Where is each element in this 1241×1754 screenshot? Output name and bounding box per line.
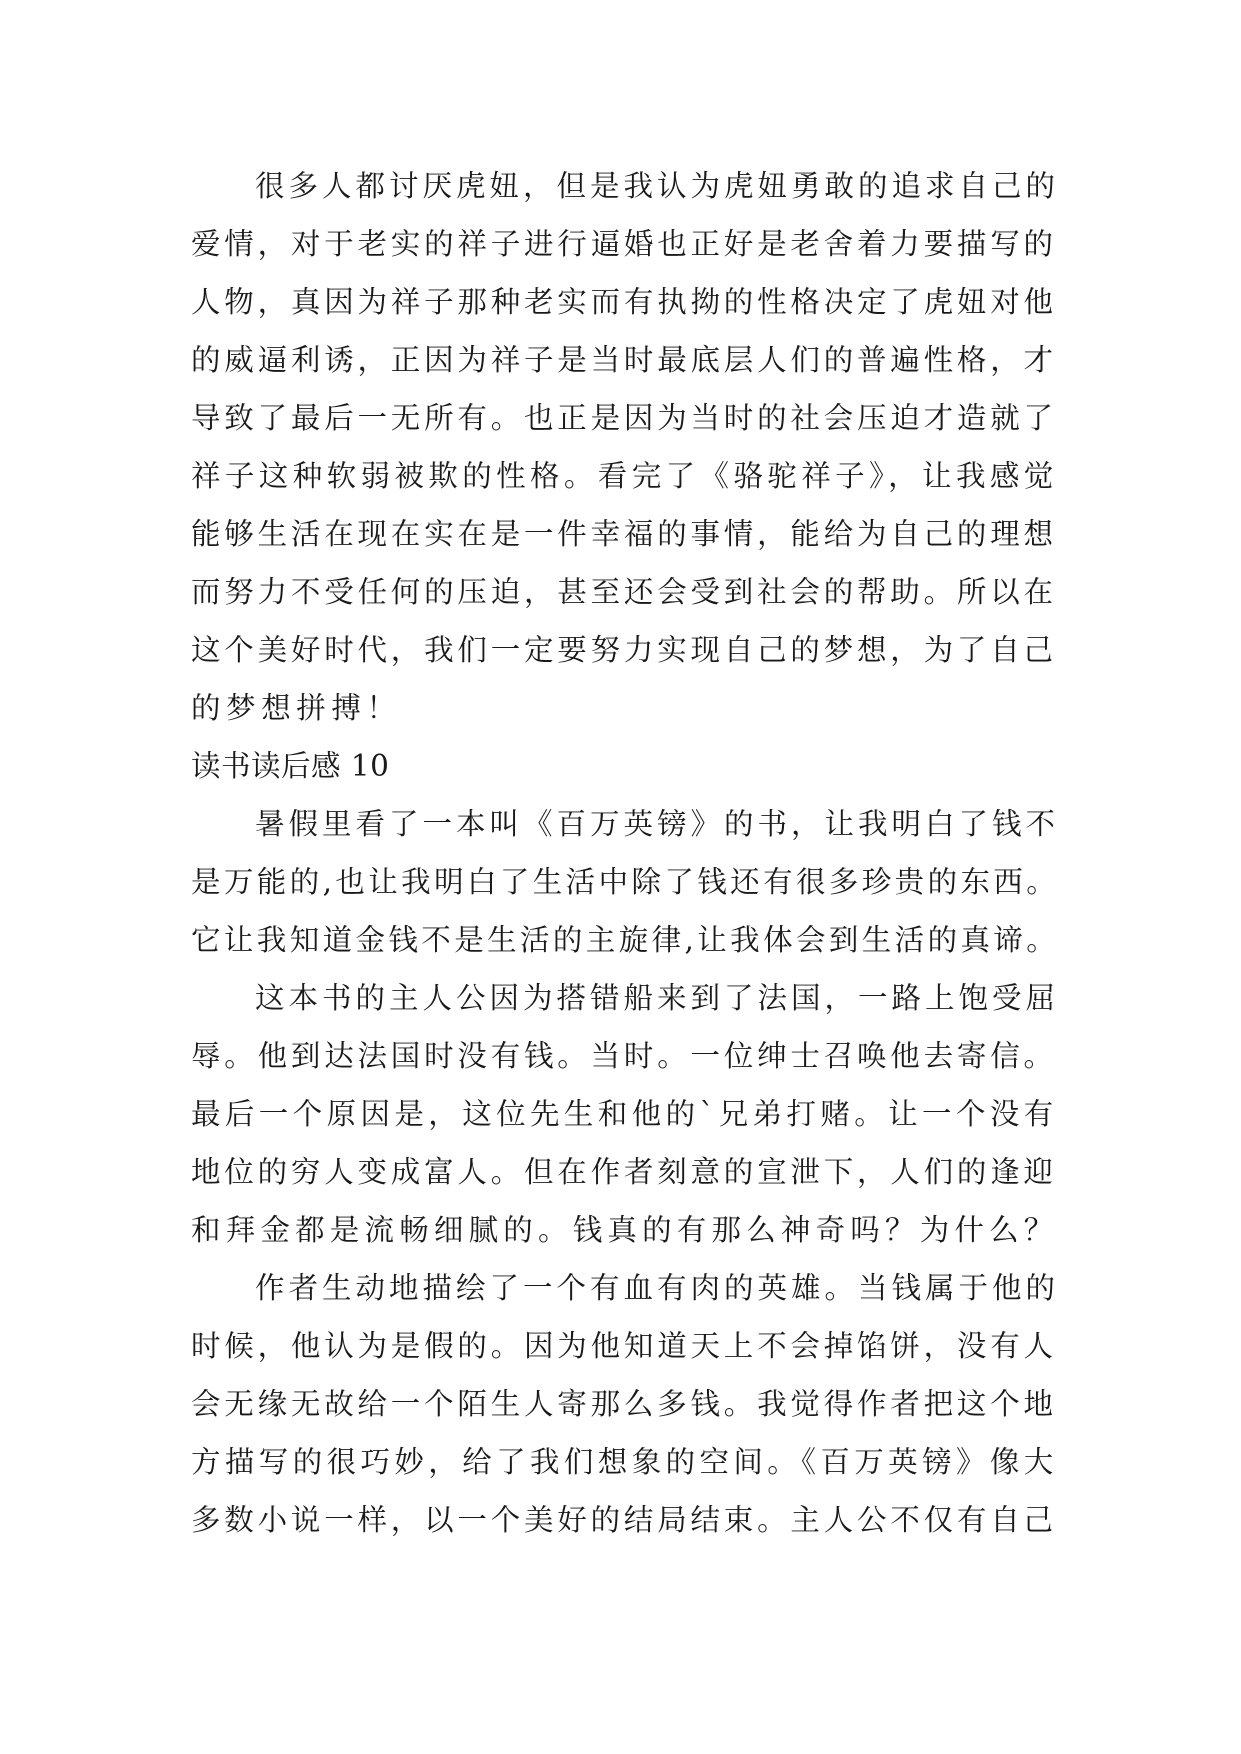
paragraph-line: 的威逼利诱，正因为祥子是当时最底层人们的普遍性格，才: [191, 343, 1057, 377]
paragraph-line: 多数小说一样，以一个美好的结局结束。主人公不仅有自己: [191, 1503, 1057, 1537]
paragraph-line: 很多人都讨厌虎妞，但是我认为虎妞勇敢的追求自己的: [255, 169, 1060, 203]
paragraph-line: 导致了最后一无所有。也正是因为当时的社会压迫才造就了: [191, 401, 1057, 435]
paragraph-line: 时候，他认为是假的。因为他知道天上不会掉馅饼，没有人: [191, 1329, 1057, 1363]
paragraph-line: 作者生动地描绘了一个有血有肉的英雄。当钱属于他的: [255, 1271, 1060, 1305]
paragraph-line: 最后一个原因是，这位先生和他的`兄弟打赌。让一个没有: [191, 1097, 1058, 1131]
paragraph-line: 这个美好时代，我们一定要努力实现自己的梦想，为了自己: [191, 633, 1057, 667]
paragraph-line: 这本书的主人公因为搭错船来到了法国，一路上饱受屈: [255, 981, 1060, 1015]
section-heading: 读书读后感 10: [191, 749, 390, 783]
paragraph-line: 人物，真因为祥子那种老实而有执拗的性格决定了虎妞对他: [191, 285, 1057, 319]
paragraph-line: 是万能的,也让我明白了生活中除了钱还有很多珍贵的东西。: [191, 865, 1060, 899]
paragraph-line: 方描写的很巧妙，给了我们想象的空间。《百万英镑》像大: [191, 1445, 1058, 1479]
paragraph-line: 辱。他到达法国时没有钱。当时。一位绅士召唤他去寄信。: [191, 1039, 1057, 1073]
paragraph-line: 祥子这种软弱被欺的性格。看完了《骆驼祥子》，让我感觉: [191, 459, 1058, 493]
paragraph-line: 而努力不受任何的压迫，甚至还会受到社会的帮助。所以在: [191, 575, 1057, 609]
paragraph-line: 和拜金都是流畅细腻的。钱真的有那么神奇吗？为什么？: [191, 1213, 1059, 1247]
paragraph-line: 暑假里看了一本叫《百万英镑》的书，让我明白了钱不: [255, 807, 1060, 841]
paragraph-line: 能够生活在现在实在是一件幸福的事情，能给为自己的理想: [191, 517, 1057, 551]
paragraph-line: 地位的穷人变成富人。但在作者刻意的宣泄下，人们的逢迎: [191, 1155, 1057, 1189]
paragraph-line: 爱情，对于老实的祥子进行逼婚也正好是老舍着力要描写的: [191, 227, 1057, 261]
paragraph-line: 的梦想拼搏！: [191, 691, 402, 725]
paragraph-line: 会无缘无故给一个陌生人寄那么多钱。我觉得作者把这个地: [191, 1387, 1057, 1421]
paragraph-line: 它让我知道金钱不是生活的主旋律,让我体会到生活的真谛。: [191, 923, 1060, 957]
